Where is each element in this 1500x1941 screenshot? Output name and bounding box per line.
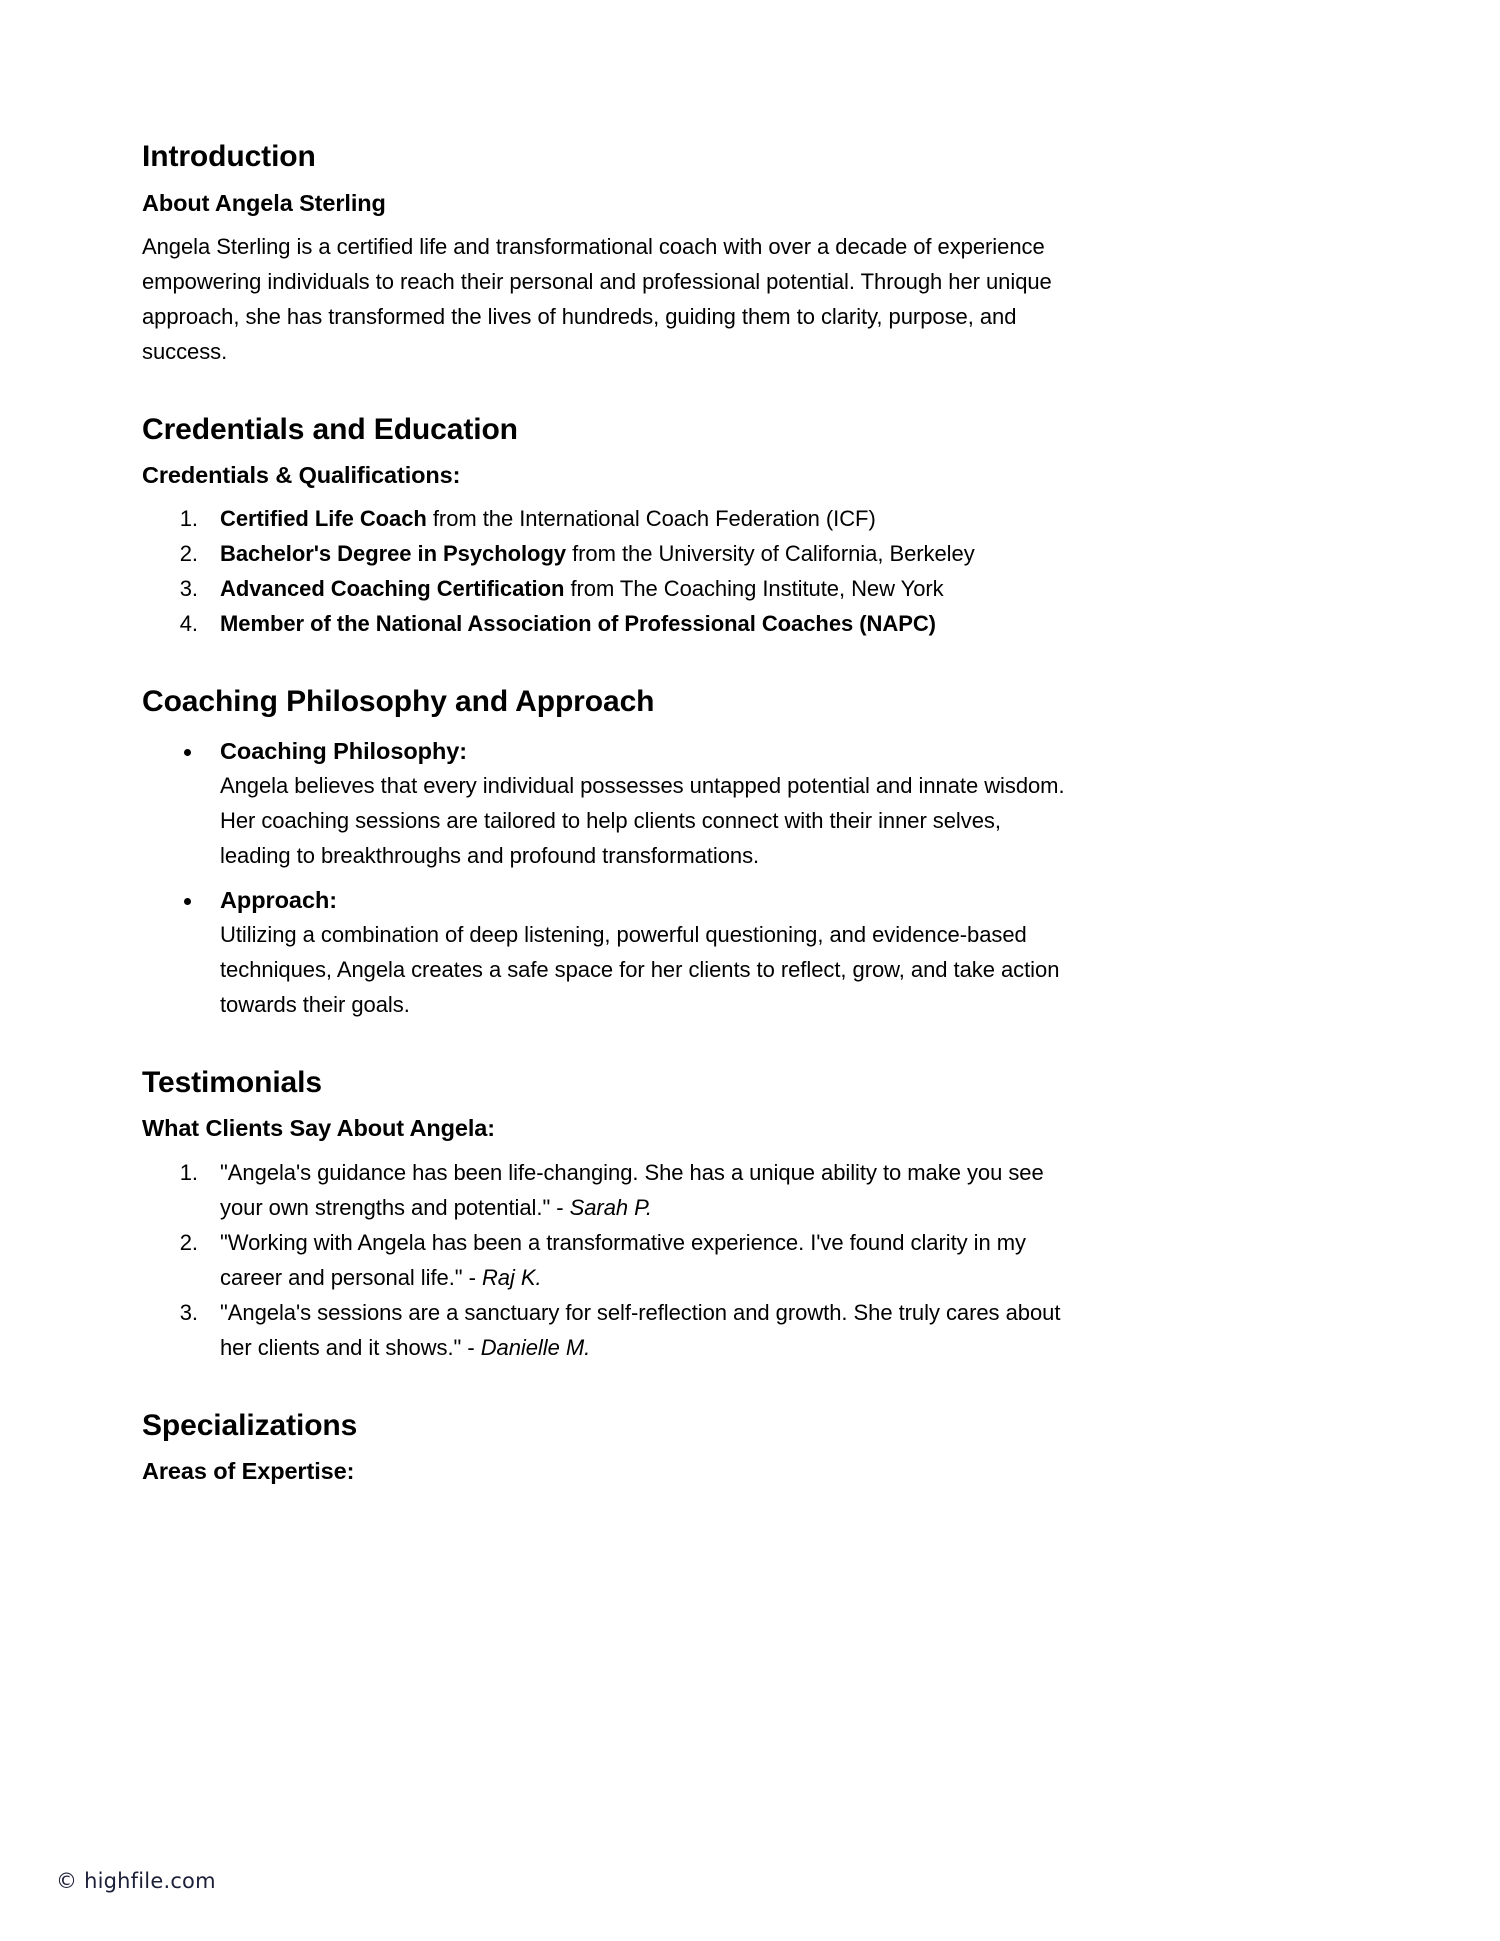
bullet-body-coaching-philosophy: Angela believes that every individual possesses untapped potential and innate wisdom. Her coaching sessions are tailored to help clients connect with their inner selves, leading to breakthroughs and profound transformations. [220,772,1065,868]
section-heading-specializations: Specializations [142,1408,358,1442]
list-item [204,501,1070,536]
credential-title: Bachelor's Degree in Psychology [220,541,567,567]
bullet-label-coaching-philosophy: • Coaching Philosophy: [220,737,468,764]
section-heading-credentials-and-education: Credentials and Education [142,412,518,446]
section-heading-introduction: Introduction [142,140,316,173]
testimonial-attribution: Danielle M. [480,1334,591,1360]
testimonials-list [142,1155,1070,1365]
credential-detail: from The Coaching Institute, New York [564,576,944,602]
subheading-credentials-and-qualifications: Credentials & Qualifications: [142,462,461,489]
bullet-body-approach: Utilizing a combination of deep listening, powerful questioning, and evidence-based techniques, Angela creates a safe space for her clients to reflect, grow, and take action towards their goals. [220,921,1060,1017]
credential-title: Member of the National Association of Professional Coaches (NAPC) [220,611,936,637]
section-coaching-philosophy-and-approach [142,685,1070,1022]
section-credentials-and-education [142,413,1070,642]
footer-watermark [56,1869,216,1893]
subheading-areas-of-expertise: Areas of Expertise: [142,1458,355,1485]
footer-text: © highfile.com [56,1869,216,1893]
testimonial-quote: "Working with Angela has been a transformative experience. I've found clarity in my career and personal life." - [220,1229,1026,1290]
list-item [204,1155,1070,1225]
list-item [204,606,1070,641]
bullet-label-approach: • Approach: [220,886,338,913]
list-item [204,536,1070,571]
section-introduction [142,140,1070,369]
list-item [204,734,1070,873]
section-testimonials [142,1066,1070,1365]
paragraph-about-angela-sterling: Angela Sterling is a certified life and transformational coach with over a decade of experience empowering individuals to reach their personal and professional potential. Through her unique approach, she has transformed the lives of hundreds, guiding them to clarity, purpose, and success. [142,233,1052,364]
list-item [204,571,1070,606]
credential-detail: from the University of California, Berkeley [566,541,975,567]
credential-detail: from the International Coach Federation (ICF) [426,506,876,532]
testimonial-attribution: Raj K. [481,1264,542,1290]
list-item [204,1295,1070,1365]
credential-title: Advanced Coaching Certification [220,576,565,602]
list-item [204,883,1070,1022]
testimonial-quote: "Angela's sessions are a sanctuary for self-reflection and growth. She truly cares about her clients and it shows." - [220,1299,1061,1360]
credentials-list [142,501,1070,641]
subheading-what-clients-say-about-angela: What Clients Say About Angela: [142,1115,496,1142]
list-item [204,1225,1070,1295]
document-content [142,140,1070,1497]
testimonial-attribution: Sarah P. [569,1194,652,1220]
subheading-about-angela-sterling: About Angela Sterling [142,189,386,216]
section-specializations [142,1409,1070,1486]
philosophy-bullet-list [142,734,1070,1022]
section-heading-testimonials: Testimonials [142,1065,322,1099]
section-heading-coaching-philosophy-and-approach: Coaching Philosophy and Approach [142,685,655,719]
testimonial-quote: "Angela's guidance has been life-changing. She has a unique ability to make you see your own strengths and potential." - [220,1159,1044,1220]
credential-title: Certified Life Coach [220,506,427,532]
